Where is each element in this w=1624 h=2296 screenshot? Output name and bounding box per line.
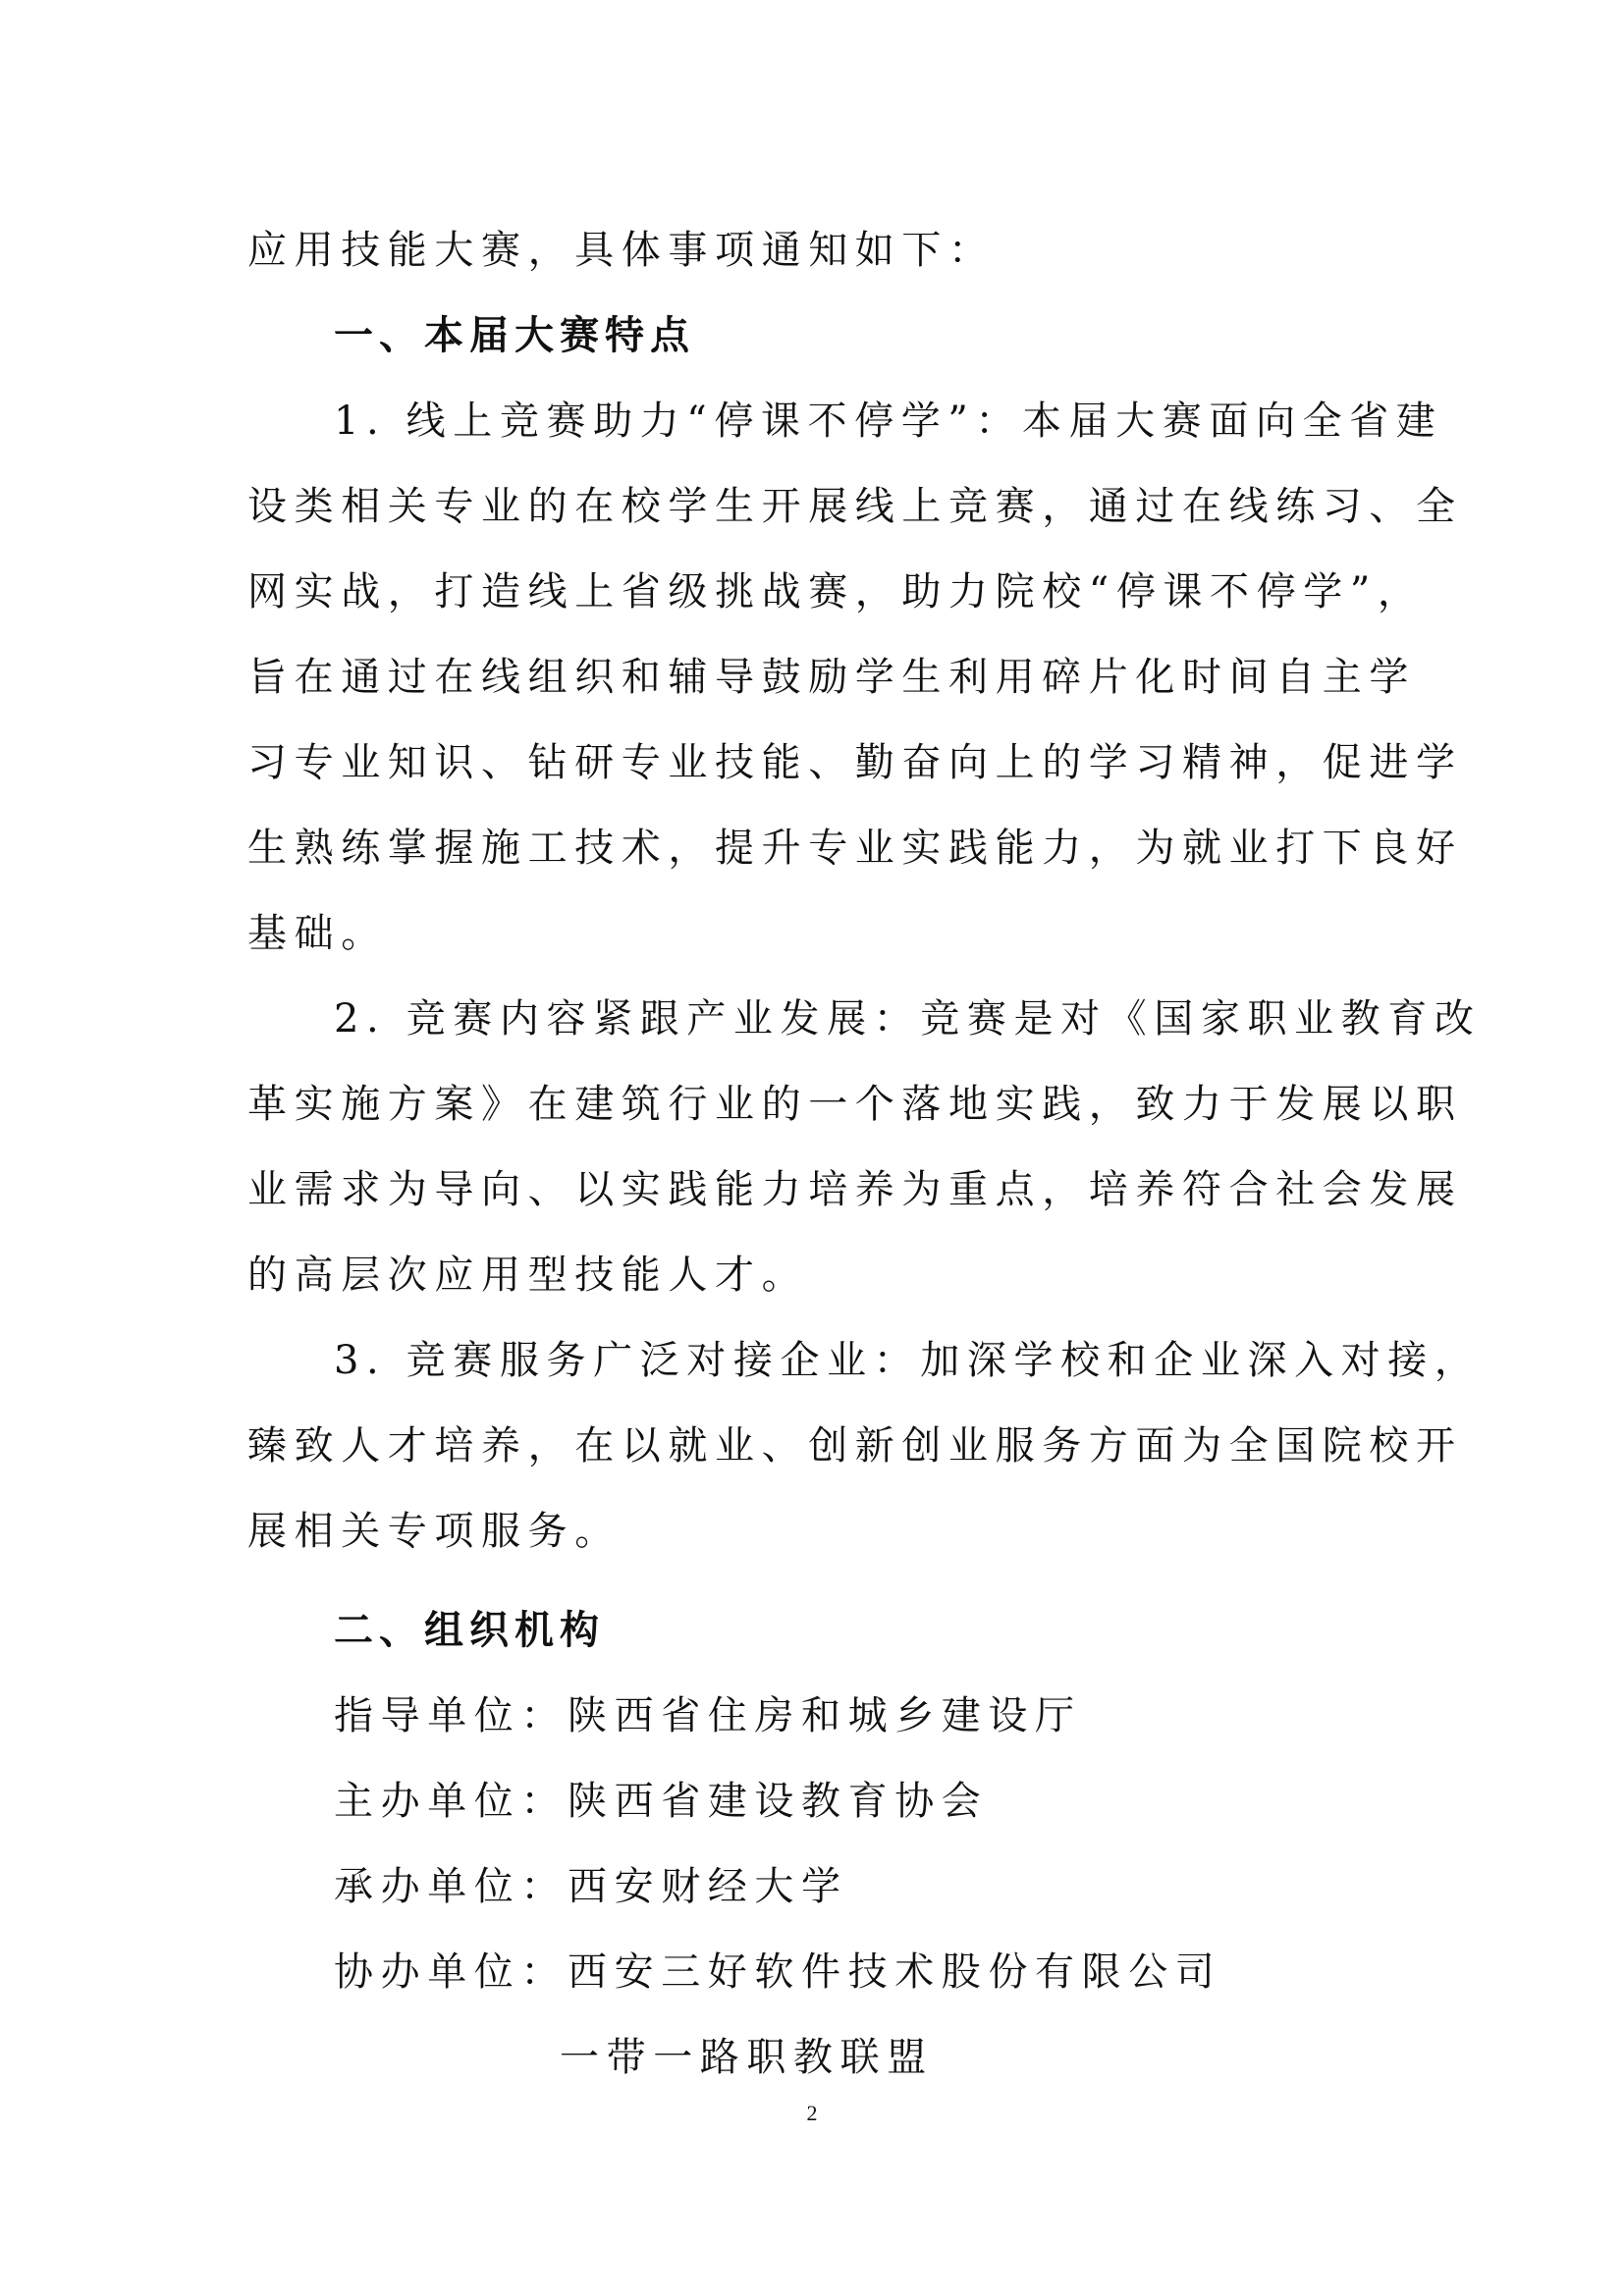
paragraph-line: 1. 线上竞赛助力“停课不停学”：本届大赛面向全省建 xyxy=(334,399,1443,444)
paragraph-line: 的高层次应用型技能人才。 xyxy=(247,1253,809,1298)
intro-tail: 应用技能大赛，具体事项通知如下： xyxy=(247,228,996,273)
co-unit: 协办单位：西安三好软件技术股份有限公司 xyxy=(334,1949,1222,1995)
paragraph-line: 习专业知识、钻研专业技能、勤奋向上的学习精神，促进学 xyxy=(247,740,1463,785)
paragraph-line: 2. 竞赛内容紧跟产业发展：竞赛是对《国家职业教育改 xyxy=(334,996,1482,1041)
paragraph-line: 生熟练掌握施工技术，提升专业实践能力，为就业打下良好 xyxy=(247,826,1463,871)
page-number: 2 xyxy=(806,2101,818,2125)
section1-heading: 一、本届大赛特点 xyxy=(334,313,695,358)
co-unit-2: 一带一路职教联盟 xyxy=(560,2035,934,2080)
section1-item1 xyxy=(247,379,1463,977)
organizer-unit: 承办单位：西安财经大学 xyxy=(334,1864,848,1909)
paragraph-line: 3. 竞赛服务广泛对接企业：加深学校和企业深入对接， xyxy=(334,1338,1482,1383)
paragraph-line: 业需求为导向、以实践能力培养为重点，培养符合社会发展 xyxy=(247,1167,1463,1212)
section-gap xyxy=(247,1575,1391,1588)
paragraph-line: 旨在通过在线组织和辅导鼓励学生利用碎片化时间自主学 xyxy=(247,655,1416,700)
paragraph-line: 展相关专项服务。 xyxy=(247,1509,622,1554)
paragraph-line: 网实战，打造线上省级挑战赛，助力院校“停课不停学”， xyxy=(247,569,1425,614)
paragraph-line: 革实施方案》在建筑行业的一个落地实践，致力于发展以职 xyxy=(247,1082,1463,1127)
guide-unit: 指导单位：陕西省住房和城乡建设厅 xyxy=(334,1693,1082,1738)
document-page xyxy=(247,208,1482,2101)
host-unit: 主办单位：陕西省建设教育协会 xyxy=(334,1779,989,1824)
paragraph-line: 臻致人才培养，在以就业、创新创业服务方面为全国院校开 xyxy=(247,1423,1463,1468)
section1-item2 xyxy=(247,977,1482,1318)
paragraph-line: 设类相关专业的在校学生开展线上竞赛，通过在线练习、全 xyxy=(247,484,1463,529)
paragraph-line: 基础。 xyxy=(247,911,388,956)
section1-item3 xyxy=(247,1318,1482,1575)
section2-heading: 二、组织机构 xyxy=(334,1608,605,1653)
